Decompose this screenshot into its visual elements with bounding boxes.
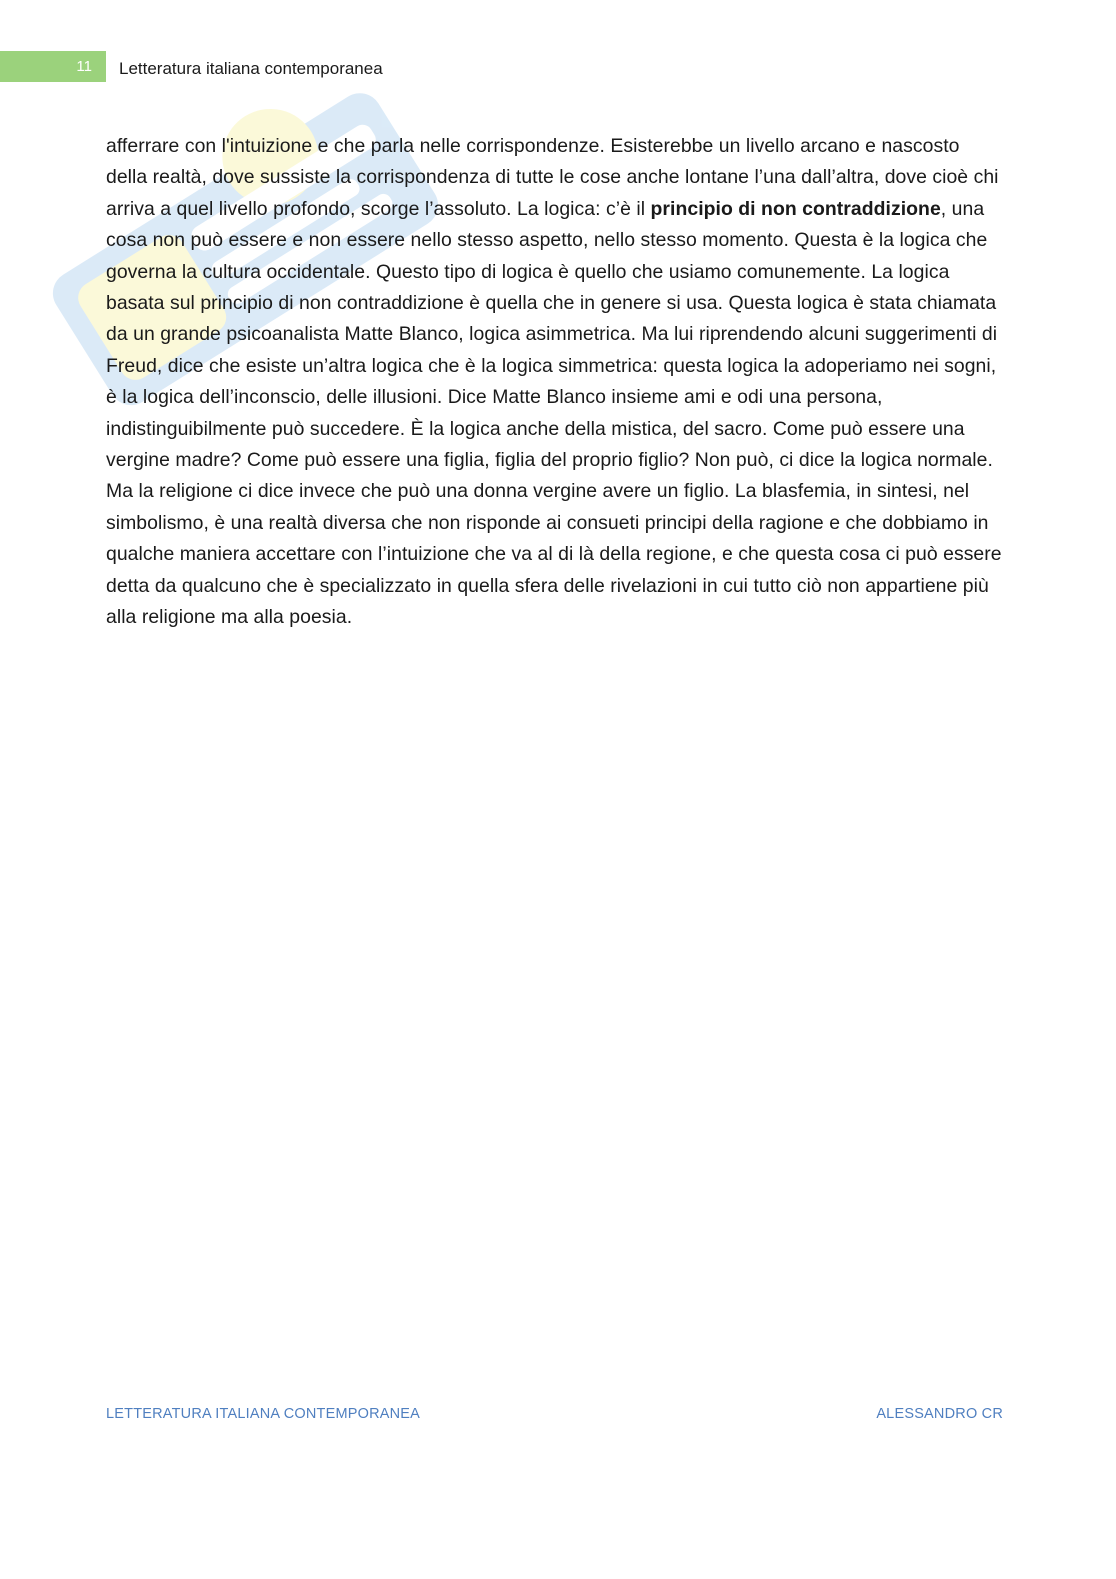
body-text <box>106 131 1006 634</box>
body-text-segment: afferrare con l'intuizione e che parla nelle corrispondenze. Esisterebbe un livello arcano e nascosto della realtà, dove sussiste la corrispondenza di tutte le cose anche lontane l’una dall’altra, dove cioè chi arriva a quel livello profondo, scorge l’assoluto. La logica: c’è il <box>106 135 999 220</box>
footer-author: ALESSANDRO CR <box>876 1406 1003 1422</box>
body-text-segment: , una cosa non può essere e non essere nello stesso aspetto, nello stesso momento. Questa è la logica che governa la cultura occidentale. Questo tipo di logica è quello che usiamo comunemente. La logica basata sul principio di non contraddizione è quella che in genere si usa. Questa logica è stata chiamata da un grande psicoanalista Matte Blanco, logica asimmetrica. Ma lui riprendendo alcuni suggerimenti di Freud, dice che esiste un’altra logica che è la logica simmetrica: questa logica la adoperiamo nei sogni, è la logica dell’inconscio, delle illusioni. Dice Matte Blanco insieme ami e odi una persona, indistinguibilmente può succedere. È la logica anche della mistica, del sacro. Come può essere una vergine madre? Come può essere una figlia, figlia del proprio figlio? Non può, ci dice la logica normale. Ma la religione ci dice invece che può una donna vergine avere un figlio. La blasfemia, in sintesi, nel simbolismo, è una realtà diversa che non risponde ai consueti principi della ragione e che dobbiamo in qualche maniera accettare con l’intuizione che va al di là della regione, e che questa cosa ci può essere detta da qualcuno che è specializzato in quella sfera delle rivelazioni in cui tutto ciò non appartiene più alla religione ma alla poesia. <box>106 197 1002 629</box>
running-header-title: Letteratura italiana contemporanea <box>119 59 383 78</box>
footer-document-title: LETTERATURA ITALIANA CONTEMPORANEA <box>106 1406 421 1422</box>
page-number: 11 <box>0 51 106 82</box>
body-paragraph <box>106 131 1006 634</box>
bold-term: principio di non contraddizione <box>650 197 941 220</box>
